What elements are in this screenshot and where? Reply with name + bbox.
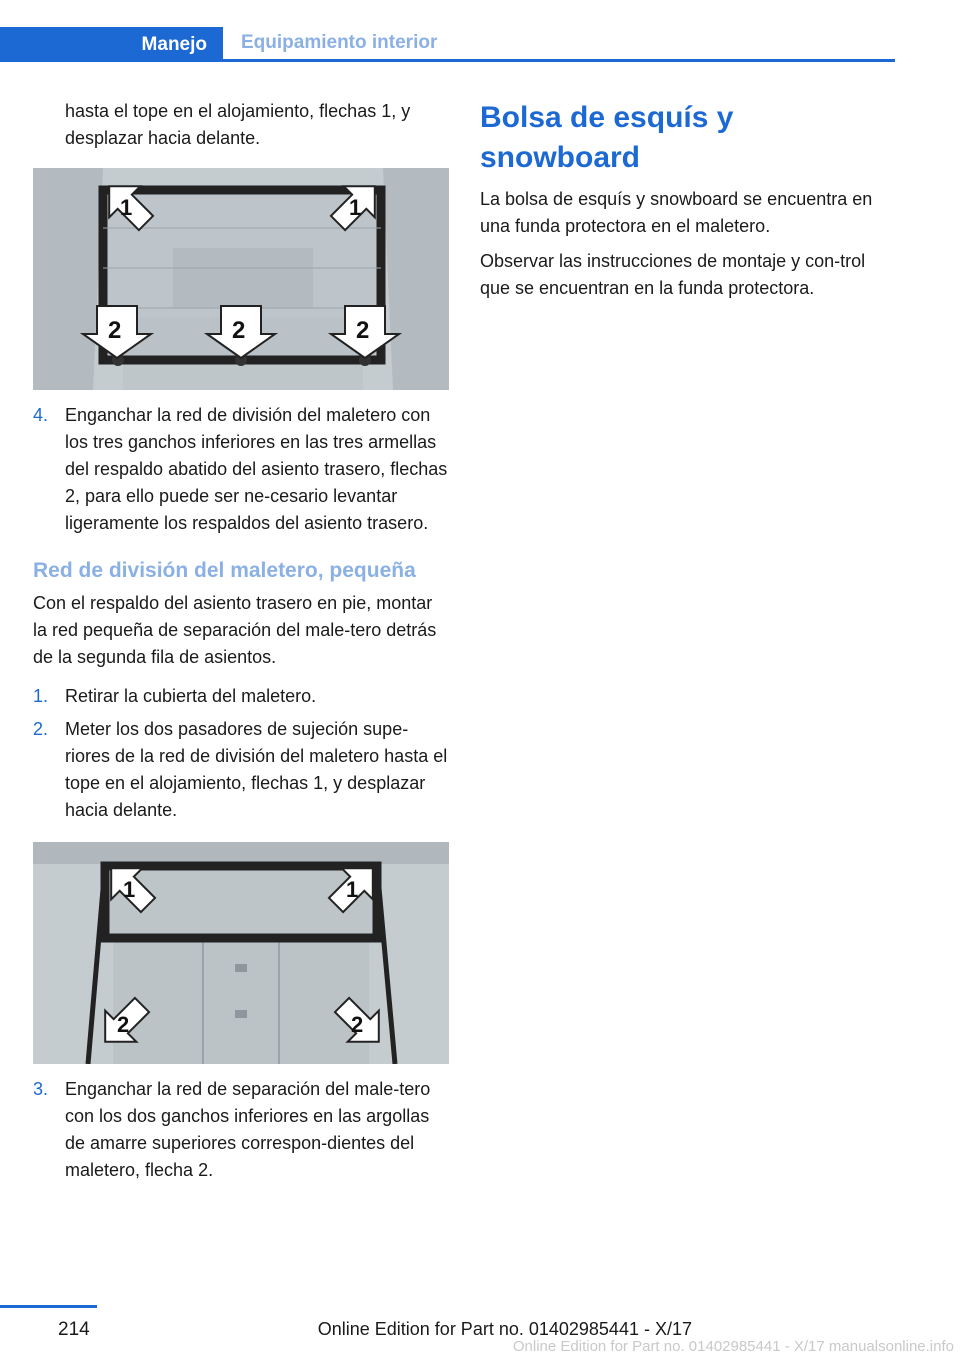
step-text: Meter los dos pasadores de sujeción supe-riores de la red de división del maletero hasta el tope en el alojamiento, flechas 1, y desplazar hacia delante.: [65, 719, 448, 820]
ski-bag-para-2: Observar las instrucciones de montaje y con-trol que se encuentran en la funda protectora.: [480, 251, 866, 298]
ski-bag-para-1: La bolsa de esquís y snowboard se encuentra en una funda protectora en el maletero.: [480, 189, 873, 236]
intro-text: hasta el tope en el alojamiento, flechas 1, y desplazar hacia delante.: [65, 101, 411, 148]
step-number: 2.: [33, 719, 49, 739]
header-tab-manejo[interactable]: Manejo: [0, 27, 223, 62]
step-text: Retirar la cubierta del maletero.: [65, 686, 317, 706]
figure-large-net: [33, 168, 449, 390]
watermark: Online Edition for Part no. 01402985441 - X/17 manualsonline.info: [512, 1338, 954, 1355]
arrow-label-1-right: 1: [349, 195, 362, 220]
step-text: Enganchar la red de separación del male-tero con los dos ganchos inferiores en las argollas de amarre superiores correspon-dientes del maletero, flecha 2.: [65, 1079, 431, 1180]
subheading-small-net: Red de división del maletero, pequeña: [33, 559, 416, 582]
small-net-intro: Con el respaldo del asiento trasero en pie, montar la red pequeña de separación del male-tero detrás de la segunda fila de asientos.: [33, 593, 437, 667]
arrow-label-1-left: 1: [120, 195, 133, 220]
step-number: 3.: [33, 1079, 49, 1099]
footer-rule: [0, 1305, 97, 1308]
step-number: 1.: [33, 686, 49, 706]
figure-large-net-drawing: [33, 168, 449, 390]
list-item-step-3: [33, 1076, 449, 1184]
header-rule: [0, 59, 895, 62]
list-item-step-1: [33, 683, 449, 710]
arrow-label-1-right: 1: [346, 877, 359, 902]
arrow-label-2-right: 2: [356, 317, 370, 344]
arrow-label-2-left: 2: [108, 317, 122, 344]
list-item-step-4: [33, 402, 449, 537]
figure-small-net: [33, 842, 449, 1064]
left-column: [33, 98, 449, 1184]
step-number: 4.: [33, 405, 49, 425]
edition-note: Online Edition for Part no. 01402985441 - X/17: [317, 1319, 692, 1339]
header-section-title[interactable]: Equipamiento interior: [241, 32, 438, 53]
arrow-label-2-left: 2: [117, 1012, 130, 1037]
arrow-label-1-left: 1: [123, 877, 136, 902]
right-column: [480, 98, 894, 302]
list-item-step-2: [33, 716, 449, 824]
page-number: 214: [58, 1319, 90, 1340]
arrow-label-2-center: 2: [232, 317, 246, 344]
figure-small-net-drawing: [33, 842, 449, 1064]
heading-ski-bag: Bolsa de esquís y snowboard: [480, 101, 734, 174]
arrow-label-2-right: 2: [351, 1012, 364, 1037]
step-text: Enganchar la red de división del maletero con los tres ganchos inferiores en las tres armellas del respaldo abatido del asiento trasero, flechas 2, para ello puede ser ne-cesario levantar ligeramente los respaldos del asiento trasero.: [65, 405, 448, 533]
